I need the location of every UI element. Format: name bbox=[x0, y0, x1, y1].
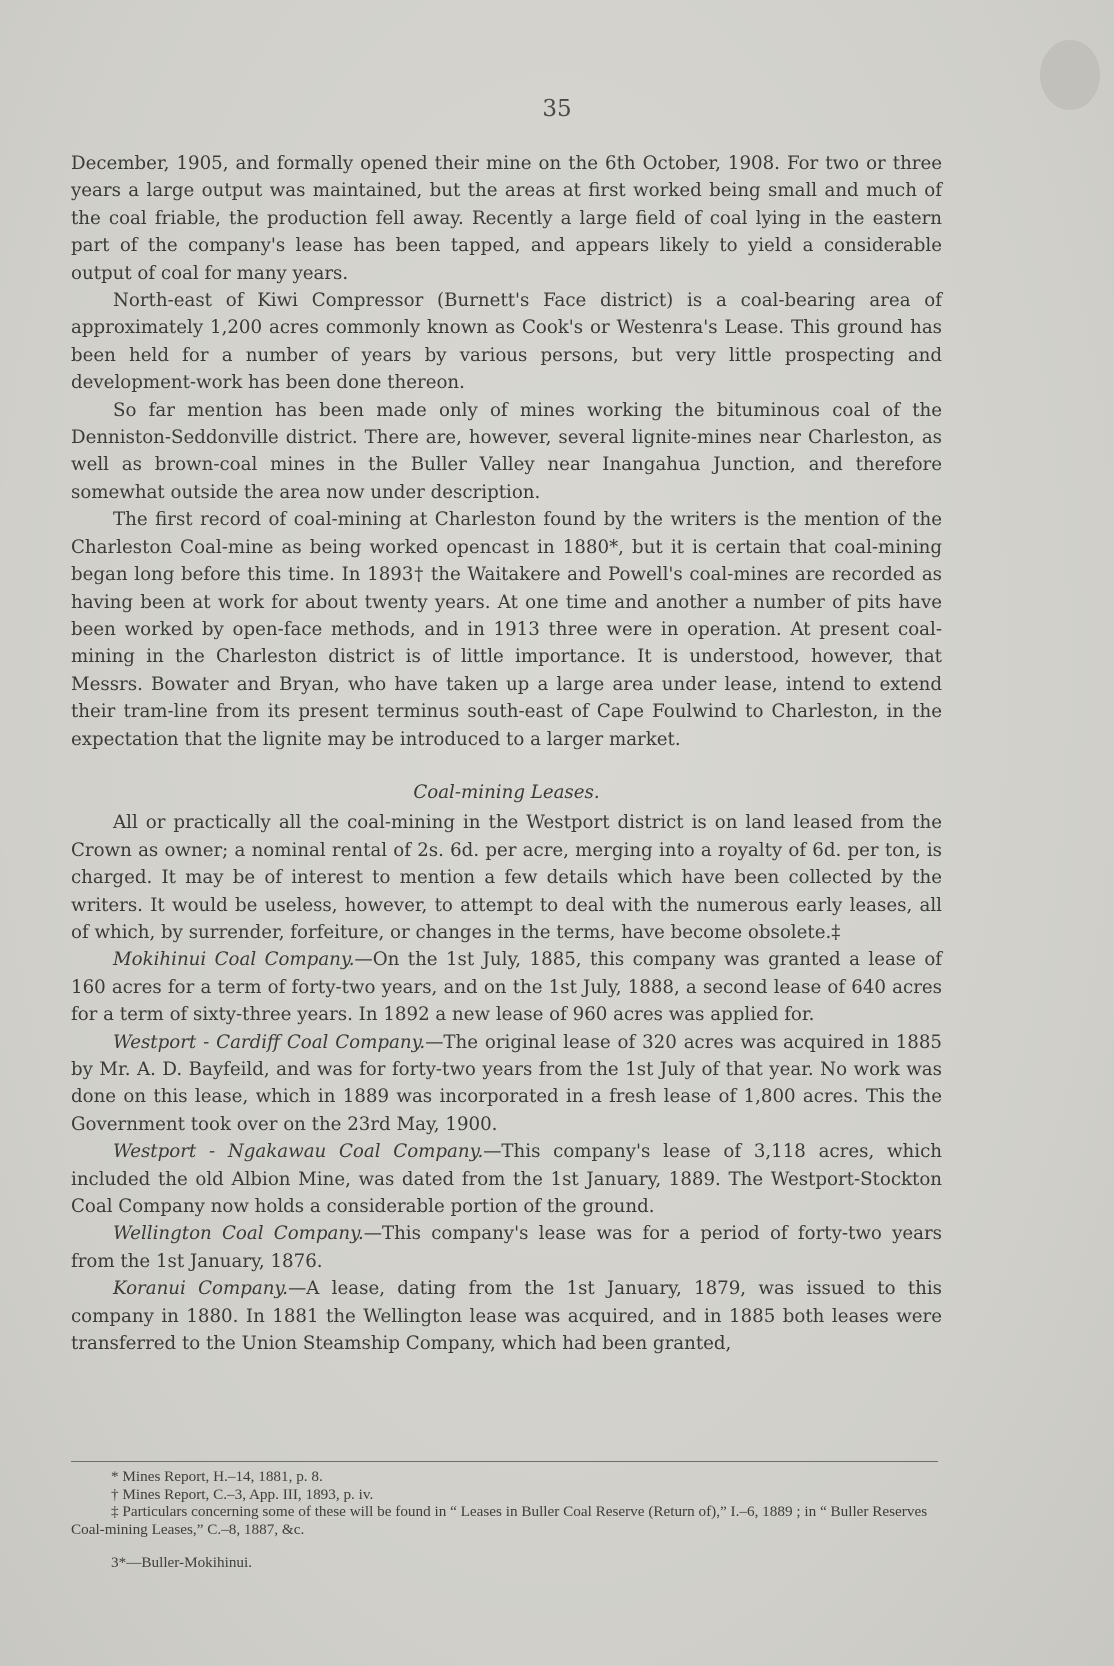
company-entry bbox=[71, 1138, 942, 1220]
paragraph-charleston: The first record of coal-mining at Charleston found by the writers is the mention of the Charleston Coal-mine as being worked opencast in 1880*, but it is certain that coal-mining began long before this time. In 1893† the Waitakere and Powell's coal-mines are recorded as having been at work for about twenty years. At one time and another a number of pits have been worked by open-face methods, and in 1913 three were in operation. At present coal-mining in the Charleston district is of little importance. It is understood, however, that Messrs. Bowater and Bryan, who have taken up a large area under lease, intend to extend their tram-line from its present terminus south-east of Cape Foulwind to Charleston, in the expectation that the lignite may be introduced to a larger market. bbox=[71, 509, 942, 750]
company-text: —This company's lease was for a period of forty-two years from the 1st January, 1876. bbox=[71, 1223, 943, 1272]
company-entry bbox=[71, 1220, 942, 1275]
company-text: —This company's lease of 3,118 acres, which included the old Albion Mine, was dated from the 1st January, 1889. The Westport-Stockton Coal Company now holds a considerable portion of the ground. bbox=[71, 1141, 942, 1218]
company-entry bbox=[71, 1275, 942, 1357]
paragraph-leases-intro: All or practically all the coal-mining in the Westport district is on land leased from the Crown as owner; a nominal rental of 2s. 6d. per acre, merging into a royalty of 6d. per ton, is charged. It may be of interest to mention a few details which have been collected by the writers. It would be useless, however, to attempt to deal with the numerous early leases, all of which, by surrender, forfeiture, or changes in the terms, have become obsolete.‡ bbox=[71, 812, 942, 943]
paragraph-cooks-lease: North-east of Kiwi Compressor (Burnett's Face district) is a coal-bearing area of approximately 1,200 acres commonly known as Cook's or Westenra's Lease. This ground has been held for a number of years by various persons, but very little prospecting and development-work has been done thereon. bbox=[71, 290, 942, 394]
printer-signature: 3*—Buller-Mokihinui. bbox=[111, 1554, 253, 1571]
company-text: —On the 1st July, 1885, this company was granted a lease of 160 acres for a term of forty-two years, and on the 1st July, 1888, a second lease of 640 acres for a term of sixty-three years. In 1892 a new lease of 960 acres was applied for. bbox=[71, 949, 943, 1026]
footnote-divider bbox=[71, 1461, 938, 1462]
company-entry bbox=[71, 946, 942, 1028]
company-name: Westport - Ngakawau Coal Company. bbox=[113, 1141, 484, 1163]
company-name: Westport - Cardiff Coal Company. bbox=[113, 1031, 426, 1053]
footnote: * Mines Report, H.–14, 1881, p. 8. bbox=[111, 1468, 323, 1485]
footnote: † Mines Report, C.–3, App. III, 1893, p. iv. bbox=[111, 1485, 374, 1503]
body-text bbox=[71, 150, 942, 1357]
paragraph-lignite-mines: So far mention has been made only of mines working the bituminous coal of the Denniston-Seddonville district. There are, however, several lignite-mines near Charleston, as well as brown-coal mines in the Buller Valley near Inangahua Junction, and therefore somewhat outside the area now under description. bbox=[71, 399, 942, 503]
page-number: 35 bbox=[542, 96, 572, 122]
company-text: —A lease, dating from the 1st January, 1879, was issued to this company in 1880. In 1881 the Wellington lease was acquired, and in 1885 both leases were transferred to the Union Steamship Company, which had been granted, bbox=[71, 1278, 943, 1355]
footnotes bbox=[71, 1468, 942, 1538]
company-name: Mokihinui Coal Company. bbox=[113, 949, 355, 971]
company-name: Koranui Company. bbox=[113, 1278, 289, 1300]
footnote: ‡ Particulars concerning some of these will be found in “ Leases in Buller Coal Reserve (Return of),” I.–6, 1889 ; in “ Buller Reserves Coal-mining Leases,” C.–8, 1887, &c. bbox=[71, 1503, 928, 1538]
company-name: Wellington Coal Company. bbox=[113, 1223, 364, 1245]
section-heading: Coal-mining Leases. bbox=[413, 781, 600, 803]
paragraph-continuation: December, 1905, and formally opened their mine on the 6th October, 1908. For two or three years a large output was maintained, but the areas at first worked being small and much of the coal friable, the production fell away. Recently a large field of coal lying in the eastern part of the company's lease has been tapped, and appears likely to yield a considerable output of coal for many years. bbox=[71, 153, 942, 284]
company-entry bbox=[71, 1029, 942, 1139]
company-text: —The original lease of 320 acres was acquired in 1885 by Mr. A. D. Bayfeild, and was for forty-two years from the 1st July of that year. No work was done on this lease, which in 1889 was incorporated in a fresh lease of 1,800 acres. This the Government took over on the 23rd May, 1900. bbox=[71, 1031, 942, 1135]
